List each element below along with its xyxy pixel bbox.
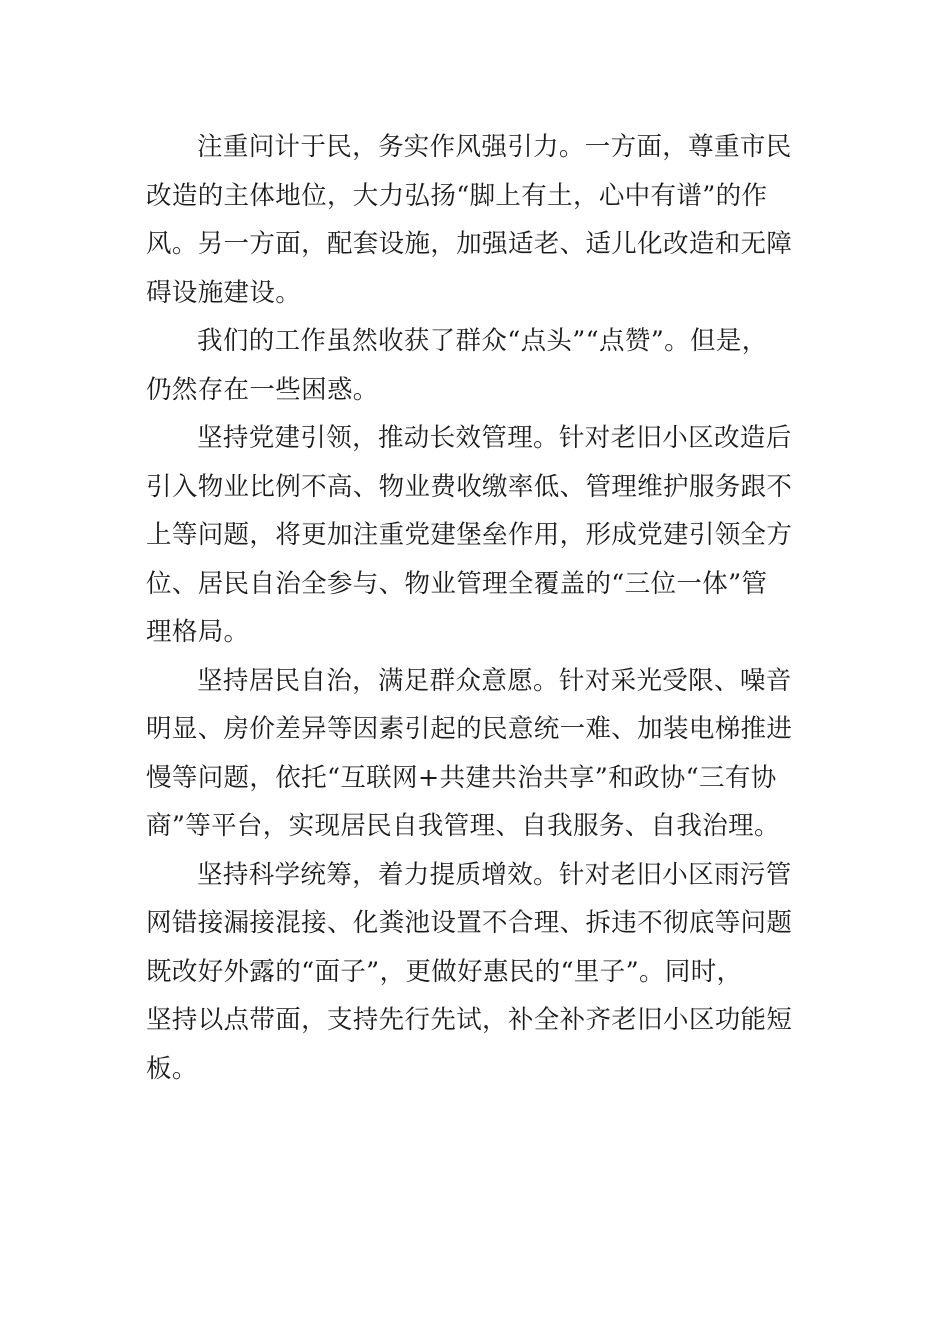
paragraph-line: 坚持以点带面，支持先行先试，补全补齐老旧小区功能短 — [146, 1005, 793, 1035]
paragraph-line: 引入物业比例不高、物业费收缴率低、管理维护服务跟不 — [146, 471, 793, 502]
paragraph-line: 理格局。 — [146, 617, 250, 647]
paragraph-3 — [146, 414, 811, 657]
paragraph-line: 既改好外露的“面子”，更做好惠民的“里子”。同时， — [146, 956, 743, 987]
paragraph-line: 坚持科学统筹，着力提质增效。针对老旧小区雨污管 — [197, 859, 792, 890]
paragraph-line: 仍然存在一些困惑。 — [146, 374, 379, 405]
paragraph-line: 坚持党建引领，推动长效管理。针对老旧小区改造后 — [197, 423, 792, 453]
paragraph-line: 风。另一方面，配套设施，加强适老、适儿化改造和无障 — [146, 229, 793, 259]
paragraph-line: 网错接漏接混接、化粪池设置不合理、拆违不彻底等问题 — [146, 908, 793, 938]
paragraph-line: 我们的工作虽然收获了群众“点头”“点赞”。但是， — [197, 326, 768, 356]
paragraph-line: 板。 — [146, 1053, 198, 1084]
paragraph-line: 改造的主体地位，大力弘扬“脚上有土，心中有谱”的作 — [146, 180, 768, 211]
paragraph-line: 慢等问题，依托“互联网+共建共治共享”和政协“三有协 — [146, 762, 777, 793]
paragraph-line: 上等问题，将更加注重党建堡垒作用，形成党建引领全方 — [146, 520, 793, 550]
paragraph-2 — [146, 317, 811, 414]
paragraph-4 — [146, 657, 811, 851]
paragraph-line: 明显、房价差异等因素引起的民意统一难、加装电梯推进 — [146, 714, 793, 744]
paragraph-line: 注重问计于民，务实作风强引力。一方面，尊重市民 — [197, 132, 792, 162]
paragraph-line: 坚持居民自治，满足群众意愿。针对采光受限、噪音 — [197, 665, 792, 696]
paragraph-line: 位、居民自治全参与、物业管理全覆盖的“三位一体”管 — [146, 568, 768, 599]
paragraph-line: 碍设施建设。 — [146, 277, 302, 308]
paragraph-1 — [146, 123, 811, 317]
paragraph-5 — [146, 851, 811, 1094]
document-body — [146, 123, 811, 1093]
paragraph-line: 商”等平台，实现居民自我管理、自我服务、自我治理。 — [146, 811, 780, 841]
